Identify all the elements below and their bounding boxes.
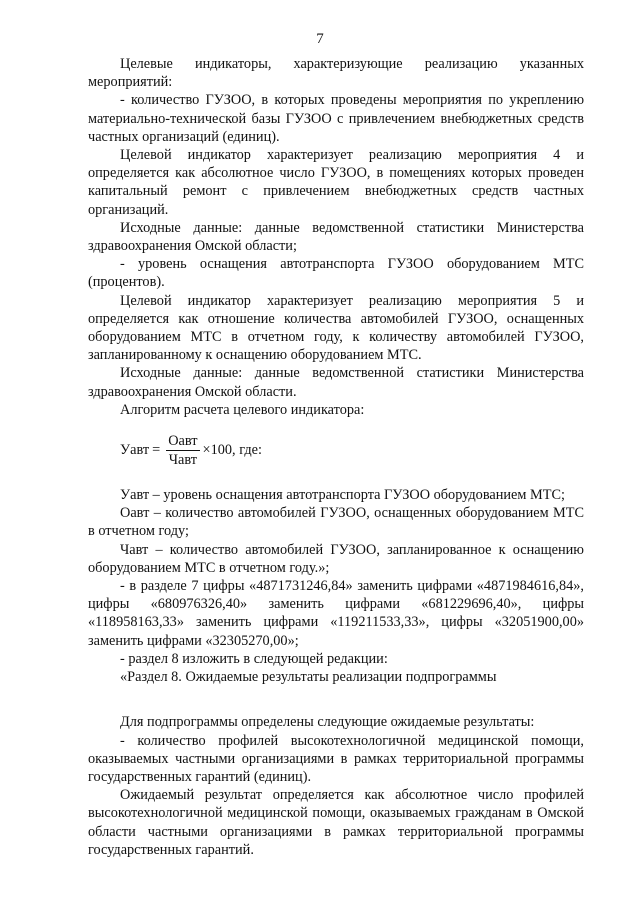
spacer	[88, 686, 584, 713]
section-8-heading: «Раздел 8. Ожидаемые результаты реализации подпрограммы	[120, 669, 497, 686]
paragraph-expected-result-hitech-profiles: - количество профилей высокотехнологичной медицинской помощи, оказываемых частными организациями в рамках территориальной программы государственных гарантий (единиц).	[88, 732, 584, 785]
paragraph-section-7-amendment: - в разделе 7 цифры «4871731246,84» заменить цифрами «4871984616,84», цифры «680976326,40» заменить цифрами «681229696,40», цифры «118958163,33» заменить цифрами «119211533,33», цифры «32051900,00» заменить цифрами «32305270,00»;	[88, 578, 584, 649]
formula-fraction	[166, 433, 199, 468]
formula-denominator: Чавт	[168, 452, 197, 469]
paragraph-algorithm-heading: Алгоритм расчета целевого индикатора:	[120, 401, 365, 418]
paragraph-def-chavt: Чавт – количество автомобилей ГУЗОО, запланированное к оснащению оборудованием МТС в отчетном году.»;	[88, 541, 584, 576]
formula	[120, 433, 584, 468]
formula-equals: =	[152, 442, 161, 459]
formula-multiplier: ×100	[202, 442, 233, 459]
paragraph-source-data-2: Исходные данные: данные ведомственной статистики Министерства здравоохранения Омской области.	[88, 365, 584, 400]
formula-lhs: Уавт	[120, 442, 150, 459]
page-number: 7	[316, 31, 324, 47]
document-body	[88, 55, 584, 859]
paragraph-expected-results-intro: Для подпрограммы определены следующие ожидаемые результаты:	[120, 714, 535, 731]
paragraph-section-8-instruction: - раздел 8 изложить в следующей редакции:	[120, 650, 388, 667]
paragraph-expected-result-definition: Ожидаемый результат определяется как абсолютное число профилей высокотехнологичной медицинской помощи, оказываемых гражданам в Омской области частными организациями в рамках территориальной программы государственных гарантий.	[88, 787, 584, 858]
paragraph-indicators-intro: Целевые индикаторы, характеризующие реализацию указанных мероприятий:	[88, 56, 584, 91]
paragraph-indicator-4-description: Целевой индикатор характеризует реализацию мероприятия 4 и определяется как абсолютное число ГУЗОО, в помещениях которых проведен капитальный ремонт с привлечением внебюджетных средств частных организаций.	[88, 147, 584, 218]
paragraph-indicator-guzoo-count: - количество ГУЗОО, в которых проведены мероприятия по укреплению материально-технической базы ГУЗОО с привлечением внебюджетных средств частных организаций (единиц).	[88, 92, 584, 145]
formula-numerator: Оавт	[168, 433, 198, 450]
paragraph-indicator-mts-level: - уровень оснащения автотранспорта ГУЗОО оборудованием МТС (процентов).	[88, 256, 584, 291]
paragraph-indicator-5-description: Целевой индикатор характеризует реализацию мероприятия 5 и определяется как отношение количества автомобилей ГУЗОО, оснащенных оборудованием МТС в отчетном году, к количеству автомобилей ГУЗОО, запланированному к оснащению оборудованием МТС.	[88, 292, 584, 364]
paragraph-def-oavt: Оавт – количество автомобилей ГУЗОО, оснащенных оборудованием МТС в отчетном году;	[88, 505, 584, 540]
paragraph-source-data-1: Исходные данные: данные ведомственной статистики Министерства здравоохранения Омской области;	[88, 219, 584, 255]
formula-suffix: , где:	[232, 442, 262, 459]
paragraph-def-uavt: Уавт – уровень оснащения автотранспорта ГУЗОО оборудованием МТС;	[120, 487, 565, 504]
